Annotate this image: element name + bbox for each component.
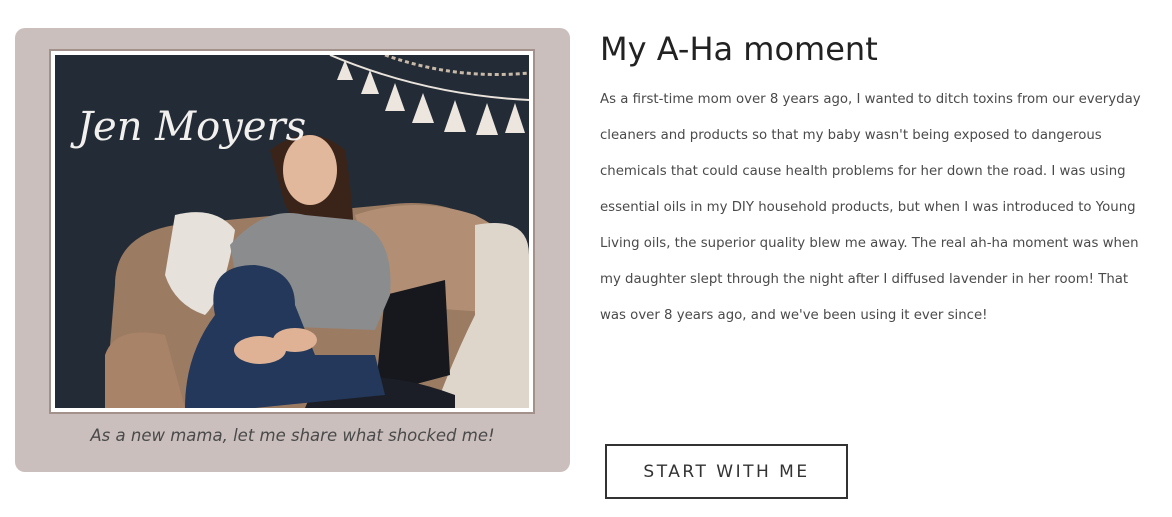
portrait-photo: [55, 55, 529, 408]
section-title: My A-Ha moment: [600, 30, 878, 68]
photo-caption: As a new mama, let me share what shocked me!: [90, 426, 495, 445]
photo-card: [15, 28, 570, 472]
start-with-me-button[interactable]: START WITH ME: [605, 444, 848, 499]
story-paragraph: As a first-time mom over 8 years ago, I wanted to ditch toxins from our everyday cleaners and products so that my baby wasn't being exposed to dangerous chemicals that could cause health problems for her down the road. I was using essential oils in my DIY household products, but when I was introduced to Young Living oils, the superior quality blew me away. The real ah-ha moment was when my daughter slept through the night after I diffused lavender in her room! That was over 8 years ago, and we've been using it ever since!: [600, 92, 1141, 323]
svg-text:Jen Moyers: Jen Moyers: [77, 104, 307, 150]
photo-frame: [49, 49, 535, 414]
